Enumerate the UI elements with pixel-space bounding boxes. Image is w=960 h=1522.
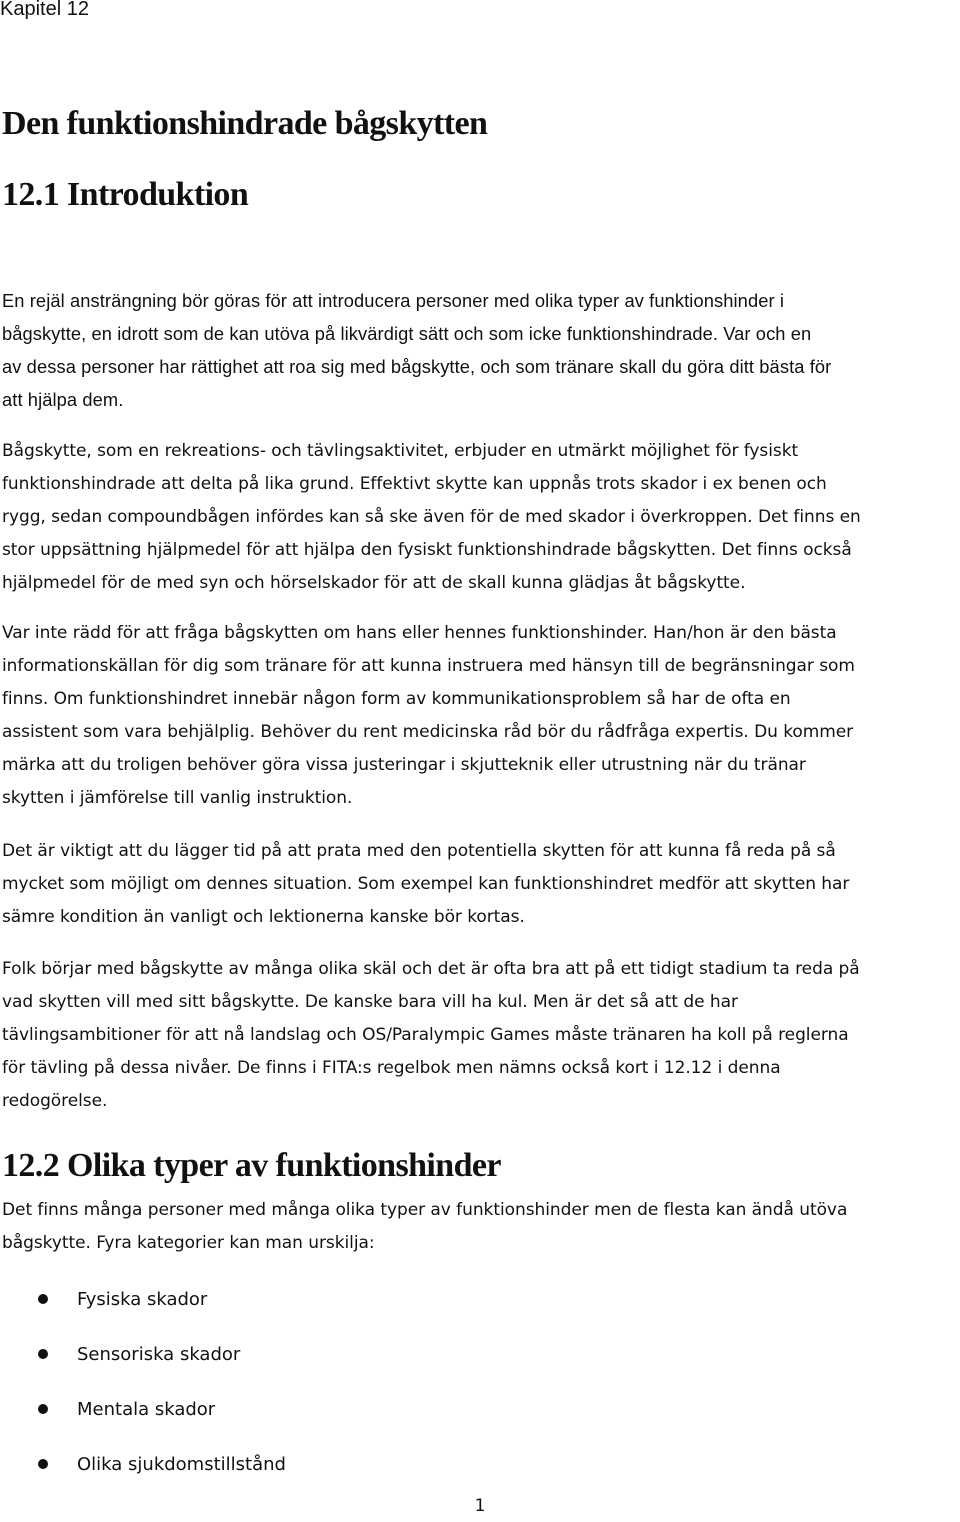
text-line: informationskällan för dig som tränare för att kunna instruera med hänsyn till de begränsningar som xyxy=(2,656,855,676)
paragraph-intro-1 xyxy=(2,284,831,416)
text-line: Det är viktigt att du lägger tid på att prata med den potentiella skytten för att kunna få reda på så xyxy=(2,841,836,861)
text-line: Var inte rädd för att fråga bågskytten om hans eller hennes funktionshinder. Han/hon är den bästa xyxy=(2,623,837,643)
bullet-icon xyxy=(38,1294,48,1304)
list-item-label: Sensoriska skador xyxy=(77,1344,241,1365)
page-number: 1 xyxy=(474,1496,486,1516)
text-line: bågskytte, en idrott som de kan utöva på likvärdigt sätt och som icke funktionshindrade. Var och en xyxy=(2,323,812,344)
text-line: redogörelse. xyxy=(2,1091,108,1111)
text-line: att hjälpa dem. xyxy=(2,389,124,410)
paragraph-intro-5 xyxy=(2,953,860,1118)
text-line: vad skytten vill med sitt bågskytte. De kanske bara vill ha kul. Men är det så att de har xyxy=(2,992,738,1012)
text-line: bågskytte. Fyra kategorier kan man urskilja: xyxy=(2,1233,375,1253)
text-line: skytten i jämförelse till vanlig instruktion. xyxy=(2,788,353,808)
paragraph-intro-3 xyxy=(2,617,855,815)
text-line: stor uppsättning hjälpmedel för att hjälpa den fysiskt funktionshindrade bågskytten. Det finns också xyxy=(2,540,852,560)
disability-category-list xyxy=(0,1282,286,1502)
text-line: rygg, sedan compoundbågen infördes kan så ske även för de med skador i överkroppen. Det finns en xyxy=(2,507,861,527)
bullet-icon xyxy=(38,1349,48,1359)
text-line: En rejäl ansträngning bör göras för att introducera personer med olika typer av funktionshinder i xyxy=(2,290,785,311)
bullet-icon xyxy=(38,1404,48,1414)
list-item-label: Olika sjukdomstillstånd xyxy=(77,1454,286,1475)
text-line: Det finns många personer med många olika typer av funktionshinder men de flesta kan ändå utöva xyxy=(2,1200,848,1220)
list-item-label: Fysiska skador xyxy=(77,1289,208,1310)
text-line: av dessa personer har rättighet att roa sig med bågskytte, och som tränare skall du göra ditt bästa för xyxy=(2,356,832,377)
text-line: mycket som möjligt om dennes situation. Som exempel kan funktionshindret medför att skytten har xyxy=(2,874,850,894)
bullet-icon xyxy=(38,1459,48,1469)
section-heading-disability-types: 12.2 Olika typer av funktionshinder xyxy=(2,1147,501,1184)
text-line: Bågskytte, som en rekreations- och tävlingsaktivitet, erbjuder en utmärkt möjlighet för fysiskt xyxy=(2,441,799,461)
text-line: sämre kondition än vanligt och lektionerna kanske bör kortas. xyxy=(2,907,525,927)
text-line: funktionshindrade att delta på lika grund. Effektivt skytte kan uppnås trots skador i ex benen och xyxy=(2,474,827,494)
list-item-label: Mentala skador xyxy=(77,1399,216,1420)
text-line: märka att du troligen behöver göra vissa justeringar i skjutteknik eller utrustning när du tränar xyxy=(2,755,806,775)
chapter-label: Kapitel 12 xyxy=(0,0,89,20)
list-item xyxy=(0,1337,286,1392)
paragraph-types-1 xyxy=(2,1194,847,1260)
text-line: finns. Om funktionshindret innebär någon form av kommunikationsproblem så har de ofta en xyxy=(2,689,791,709)
section-heading-introduction: 12.1 Introduktion xyxy=(2,176,249,213)
paragraph-intro-2 xyxy=(2,435,861,600)
list-item xyxy=(0,1447,286,1502)
text-line: tävlingsambitioner för att nå landslag och OS/Paralympic Games måste tränaren ha koll på reglerna xyxy=(2,1025,849,1045)
text-line: hjälpmedel för de med syn och hörselskador för att de skall kunna glädjas åt bågskytte. xyxy=(2,573,746,593)
list-item xyxy=(0,1282,286,1337)
text-line: för tävling på dessa nivåer. De finns i FITA:s regelbok men nämns också kort i 12.12 i denna xyxy=(2,1058,781,1078)
text-line: Folk börjar med bågskytte av många olika skäl och det är ofta bra att på ett tidigt stadium ta reda på xyxy=(2,959,860,979)
document-title: Den funktionshindrade bågskytten xyxy=(2,105,488,142)
text-line: assistent som vara behjälplig. Behöver du rent medicinska råd bör du rådfråga expertis. Du kommer xyxy=(2,722,854,742)
paragraph-intro-4 xyxy=(2,835,849,934)
list-item xyxy=(0,1392,286,1447)
